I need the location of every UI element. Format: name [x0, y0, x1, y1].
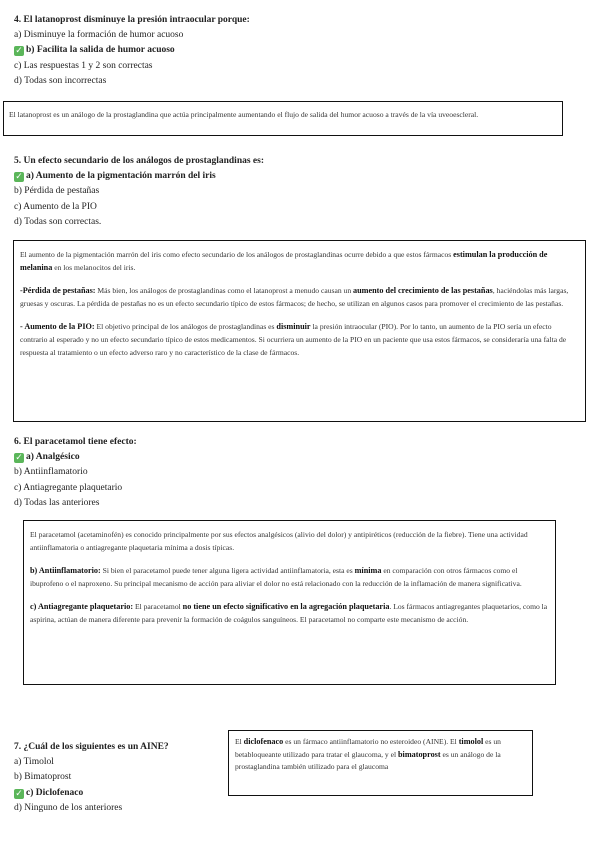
explanation-box-7: [228, 730, 533, 796]
option-c: c) Antiagregante plaquetario: [14, 482, 123, 493]
option-c-correct: ✓ c) Diclofenaco: [15, 787, 84, 799]
check-icon: ✓: [15, 788, 23, 799]
option-a-correct: ✓ a) Analgésico: [15, 452, 80, 464]
question-title: 4. El latanoprost disminuye la presión intraocular porque:: [14, 15, 250, 25]
check-icon: ✓: [15, 453, 23, 464]
question-6: [14, 435, 137, 511]
check-icon: ✓: [15, 172, 23, 183]
question-7: [14, 740, 169, 816]
explanation-paragraph-2: b) Antiinflamatorio: Si bien el paracetamol puede tener alguna ligera actividad antiinflamatoria, esta es mínima en comparación con otros fármacos como el ibuprofeno o el naproxeno. Su principal mecanismo de acción para aliviar el dolor no está relacionado con la reducción de la inflamación de manera significativa.: [30, 566, 522, 588]
explanation-paragraph-1: El paracetamol (acetaminofén) es conocido principalmente por sus efectos analgésicos (alivio del dolor) y antipiréticos (reducción de la fiebre). Tiene una actividad antiinflamatoria o antiagregante plaquetaria mínima a dosis típicas.: [30, 530, 528, 552]
option-b-correct: ✓ b) Facilita la salida de humor acuoso: [15, 45, 175, 57]
option-d: d) Ninguno de los anteriores: [14, 802, 123, 813]
explanation-box-4: [3, 101, 563, 136]
explanation-text: El latanoprost es un análogo de la prostaglandina que actúa principalmente aumentando el flujo de salida del humor acuoso a través de la vía uveoescleral.: [9, 110, 479, 119]
explanation-paragraph-3: c) Antiagregante plaquetario: El paracetamol no tiene un efecto significativo en la agregación plaquetaria. Los fármacos antiagregantes plaquetarios, como la aspirina, actúan de manera diferente para prevenir la formación de coágulos sanguíneos. El paracetamol no comparte este mecanismo de acción.: [30, 602, 548, 624]
question-4: [14, 13, 250, 89]
option-a-correct: ✓ a) Aumento de la pigmentación marrón del iris: [15, 171, 216, 183]
option-a: a) Timolol: [14, 757, 54, 768]
option-d: d) Todas las anteriores: [14, 497, 100, 508]
explanation-box-6: [23, 520, 556, 685]
question-5: [14, 154, 264, 230]
explanation-box-5: [13, 240, 586, 422]
option-d: d) Todas son correctas.: [14, 216, 102, 227]
option-c: c) Aumento de la PIO: [14, 201, 97, 212]
explanation-paragraph-3: - Aumento de la PIO: El objetivo principal de los análogos de prostaglandinas es disminuir la presión intraocular (PIO). Por lo tanto, un aumento de la PIO sería un efecto contrario al esperado y no un efecto secundario típico de estos medicamentos. Si ocurriera un aumento de la PIO en un paciente que usa estos fármacos, se consideraría una falta de respuesta al tratamiento o un efecto adverso raro y no característico de la clase de fármacos.: [20, 322, 567, 357]
question-title: 7. ¿Cuál de los siguientes es un AINE?: [14, 742, 169, 752]
option-b: b) Bimatoprost: [14, 772, 72, 783]
explanation-paragraph-2: -Pérdida de pestañas: Más bien, los análogos de prostaglandinas como el latanoprost a menudo causan un aumento del crecimiento de las pestañas, haciéndolas más largas, gruesas y oscuras. La pérdida de pestañas no es un efecto secundario típico de estos fármacos; de hecho, se utilizan en algunos casos para promover el crecimiento de las pestañas.: [20, 286, 569, 308]
question-title: 6. El paracetamol tiene efecto:: [14, 437, 137, 447]
question-title: 5. Un efecto secundario de los análogos de prostaglandinas es:: [14, 156, 265, 166]
explanation-paragraph-1: El aumento de la pigmentación marrón del iris como efecto secundario de los análogos de prostaglandinas ocurre debido a que estos fármacos estimulan la producción de melanina en los melanocitos del iris.: [20, 250, 548, 272]
option-a: a) Disminuye la formación de humor acuoso: [14, 30, 184, 41]
explanation-text: El diclofenaco es un fármaco antiinflamatorio no esteroideo (AINE). El timolol es un betabloqueante utilizado para tratar el glaucoma, y el bimatoprost es un análogo de la prostaglandina también utilizado para el glaucoma: [235, 737, 501, 772]
option-c: c) Las respuestas 1 y 2 son correctas: [14, 60, 153, 71]
option-b: b) Pérdida de pestañas: [14, 186, 100, 197]
option-b: b) Antiinflamatorio: [14, 467, 88, 478]
option-d: d) Todas son incorrectas: [14, 75, 107, 86]
check-icon: ✓: [15, 46, 23, 57]
